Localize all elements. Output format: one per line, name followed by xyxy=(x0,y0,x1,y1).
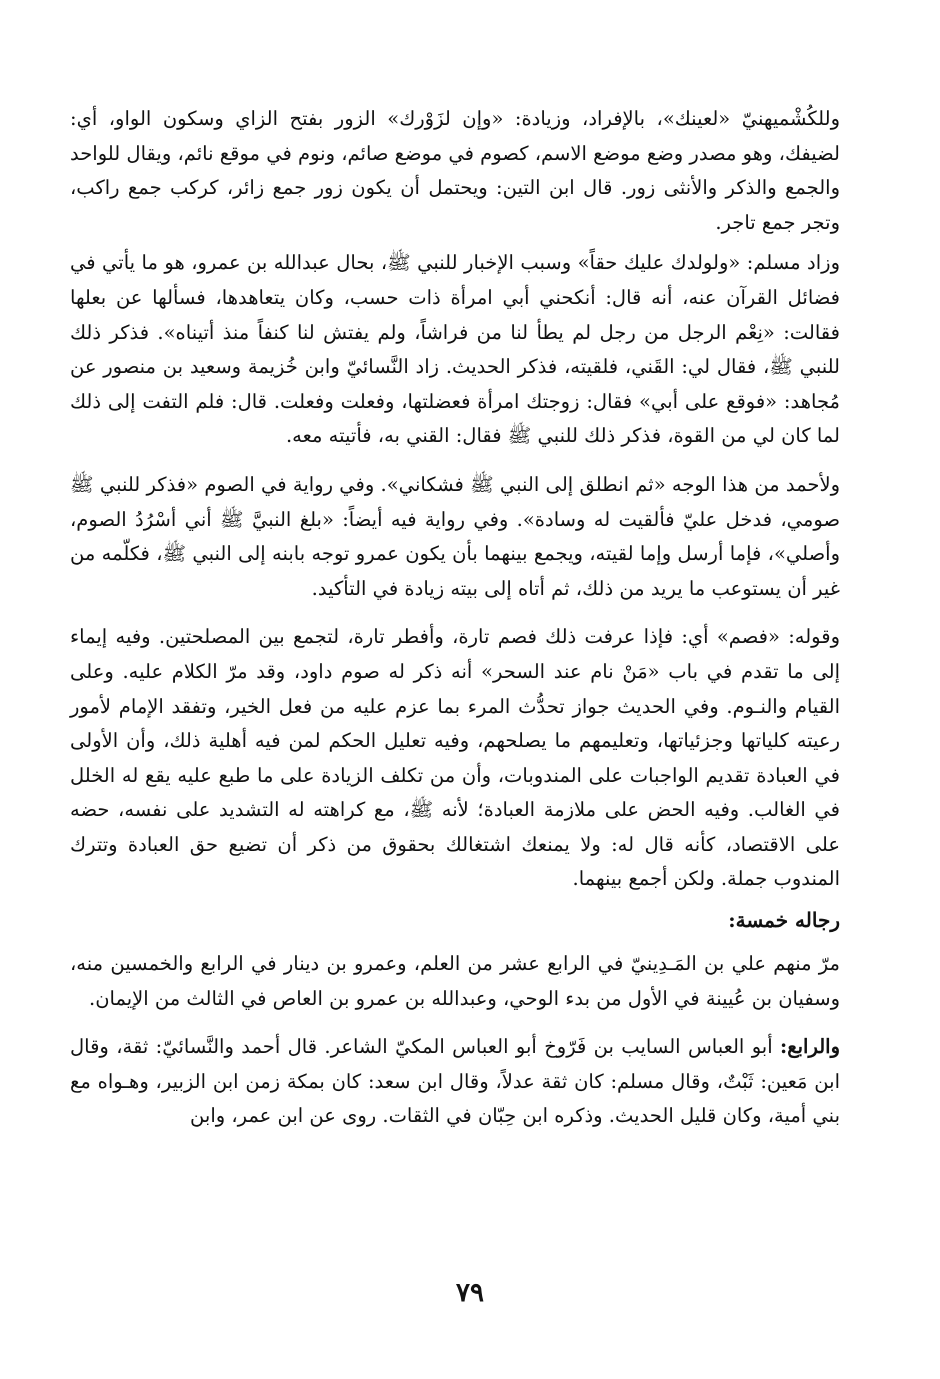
section-heading: رجاله خمسة: xyxy=(728,908,840,933)
narrator-paragraph xyxy=(70,1030,840,1134)
narrator-lead: والرابع: xyxy=(780,1035,840,1059)
page-body xyxy=(70,102,840,1140)
paragraph-3: ولأحمد من هذا الوجه «ثم انطلق إلى النبي ﷺ فشكاني». وفي رواية في الصوم «فذكر للنبي ﷺ صومي، فدخل عليّ فألقيت له وسادة». وفي رواية فيه أيضاً: «بلغ النبيَّ ﷺ أني أسْرُدُ الصوم، وأصلي»، فإما أرسل وإما لقيته، ويجمع بينهما بأن يكون عمرو توجه بابنه إلى النبي ﷺ، فكلّمه من غير أن يستوعب ما يريد من ذلك، ثم أتاه إلى بيته زيادة في التأكيد. xyxy=(70,472,840,600)
paragraph-2: وزاد مسلم: «ولولدك عليك حقاً» وسبب الإخبار للنبي ﷺ، بحال عبدالله بن عمرو، هو ما يأتي في فضائل القرآن عنه، أنه قال: أنكحني أبي امرأة ذات حسب، وكان يتعاهدها، فسألها عن بعلها فقالت: «نِعْم الرجل من رجل لم يطأ لنا من فراشاً، ولم يفتش لنا كنفاً منذ أتيناه». فذكر ذلك للنبي ﷺ، فقال لي: القَني، فلقيته، فذكر الحديث. زاد النَّسائيّ وابن خُزيمة وسعيد بن منصور عن مُجاهد: «فوقع على أبي» فقال: زوجتك امرأة فعضلتها، وفعلت وفعلت. قال: فلم التفت إلى ذلك لما كان لي من القوة، فذكر ذلك للنبي ﷺ فقال: القني به، فأتيته معه. xyxy=(70,251,840,448)
page-number: ٧٩ xyxy=(456,1278,484,1308)
paragraph-1: وللكُشْميهنيّ «لعينك»، بالإفراد، وزيادة: «وإن لزَوْرك» الزور بفتح الزاي وسكون الواو، أي: لضيفك، وهو مصدر وضع موضع الاسم، كصوم في موضع صائم، ونوم في موقع نائم، ويقال للواحد والجمع والذكر والأنثى زور. قال ابن التين: ويحتمل أن يكون زور جمع زائر، كركب جمع راكب، وتجر جمع تاجر. xyxy=(70,107,840,234)
section-paragraph: مرّ منهم علي بن المَـدِينيّ في الرابع عشر من العلم، وعمرو بن دينار في الرابع والخمسين منه، وسفيان بن عُيينة في الأول من بدء الوحي، وعبدالله بن عمرو بن العاص في الثالث من الإيمان. xyxy=(70,952,840,1010)
narrator-text: أبو العباس السايب بن فَرّوخ أبو العباس المكيّ الشاعر. قال أحمد والنَّسائيّ: ثقة، وقال ابن مَعين: ثَبْتٌ، وقال مسلم: كان ثقة عدلاً، وقال ابن سعد: كان بمكة زمن ابن الزبير، وهـواه مع بني أمية، وكان قليل الحديث. وذكره ابن حِبّان في الثقات. روى عن ابن عمر، وابن xyxy=(70,1035,840,1128)
paragraph-4: وقوله: «فصم» أي: فإذا عرفت ذلك فصم تارة، وأفطر تارة، لتجمع بين المصلحتين. وفيه إيماء إلى ما تقدم في باب «مَنْ نام عند السحر» أنه ذكر له صوم داود، وقد مرّ الكلام عليه. وعلى القيام والنـوم. وفي الحديث جواز تحدُّث المرء بما عزم عليه من فعل الخير، وتفقد الإمام لأمور رعيته كلياتها وجزئياتها، وتعليمهم ما يصلحهم، وفيه تعليل الحكم لمن فيه أهلية ذلك، وأن الأولى في العبادة تقديم الواجبات على المندوبات، وأن من تكلف الزيادة على ما طبع عليه يقع له الخلل في الغالب. وفيه الحض على ملازمة العبادة؛ لأنه ﷺ، مع كراهته له التشديد على نفسه، حضه على الاقتصاد، كأنه قال له: ولا يمنعك اشتغالك بحقوق من ذكر أن تضيع حق العبادة وتترك المندوب جملة. ولكن أجمع بينهما. xyxy=(70,625,840,891)
